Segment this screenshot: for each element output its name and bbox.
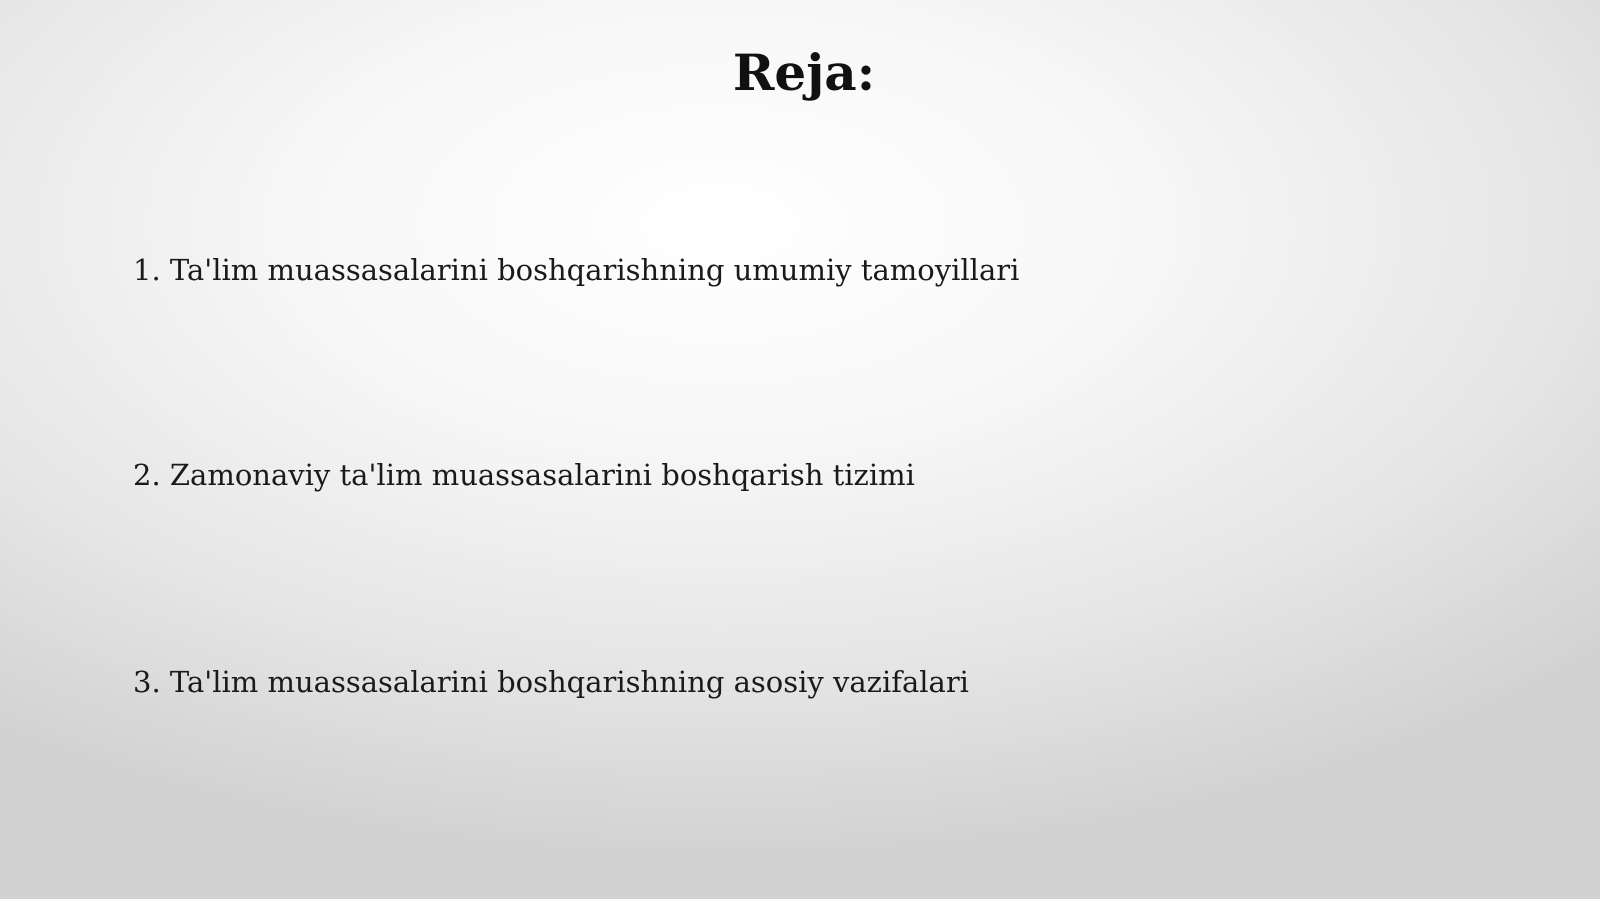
plan-item-3: 3. Ta'lim muassasalarini boshqarishning asosiy vazifalari (133, 665, 969, 699)
plan-item-1: 1. Ta'lim muassasalarini boshqarishning umumiy tamoyillari (133, 253, 1020, 287)
slide-title: Reja: (732, 43, 876, 102)
plan-item-2: 2. Zamonaviy ta'lim muassasalarini boshqarish tizimi (133, 458, 915, 492)
